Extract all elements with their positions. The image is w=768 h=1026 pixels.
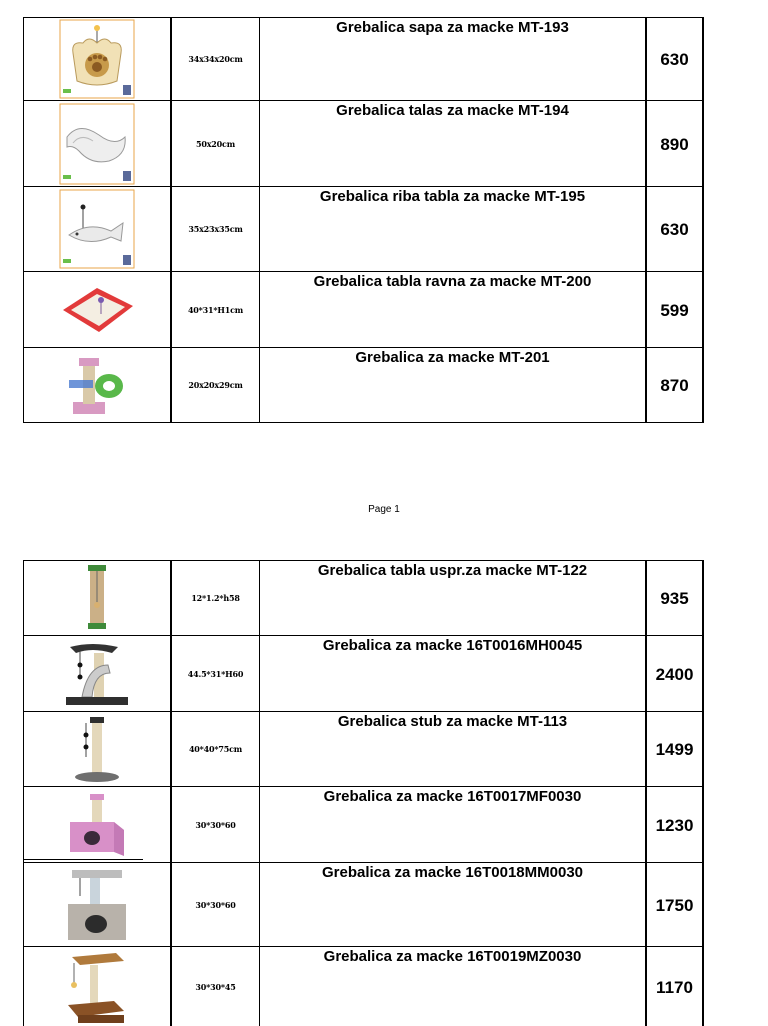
product-dimensions: 34x34x20cm — [170, 18, 259, 100]
product-price: 630 — [645, 18, 704, 100]
brown-tower-image — [62, 949, 132, 1025]
curved-scratcher-image — [62, 639, 132, 709]
product-price: 890 — [645, 101, 704, 186]
product-price: 1750 — [645, 863, 704, 946]
product-name: Grebalica sapa za macke MT-193 — [259, 18, 645, 100]
product-name: Grebalica tabla uspr.za macke MT-122 — [259, 561, 645, 635]
product-price: 1170 — [645, 947, 704, 1026]
table-row — [23, 348, 704, 423]
table-row — [23, 863, 704, 947]
wave-scratcher-image — [59, 103, 135, 185]
divider — [23, 859, 143, 860]
product-dimensions: 40*40*75cm — [170, 712, 259, 786]
table-row — [23, 187, 704, 272]
product-name: Grebalica za macke 16T0017MF0030 — [259, 787, 645, 862]
product-price: 935 — [645, 561, 704, 635]
product-name: Grebalica za macke 16T0016MH0045 — [259, 636, 645, 711]
product-name: Grebalica talas za macke MT-194 — [259, 101, 645, 186]
product-image-cell — [23, 18, 170, 100]
product-price: 1499 — [645, 712, 704, 786]
upright-board-image — [82, 563, 112, 633]
product-dimensions: 50x20cm — [170, 101, 259, 186]
table-row — [23, 272, 704, 348]
product-dimensions: 44.5*31*H60 — [170, 636, 259, 711]
table-row — [23, 787, 704, 863]
flat-board-scratcher-image — [57, 280, 137, 340]
product-image-cell — [23, 348, 170, 422]
product-image-cell — [23, 712, 170, 786]
paw-scratcher-image — [59, 19, 135, 99]
product-image-cell — [23, 863, 170, 946]
pole-scratcher-image — [72, 713, 122, 785]
product-image-cell — [23, 187, 170, 271]
product-dimensions: 30*30*60 — [170, 787, 259, 862]
pink-house-image — [62, 792, 132, 858]
product-price: 870 — [645, 348, 704, 422]
table-row — [23, 101, 704, 187]
product-name: Grebalica za macke 16T0019MZ0030 — [259, 947, 645, 1026]
product-name: Grebalica za macke 16T0018MM0030 — [259, 863, 645, 946]
table-row — [23, 560, 704, 636]
product-table-1 — [23, 17, 704, 423]
product-name: Grebalica stub za macke MT-113 — [259, 712, 645, 786]
product-image-cell — [23, 561, 170, 635]
product-price: 599 — [645, 272, 704, 347]
product-name: Grebalica riba tabla za macke MT-195 — [259, 187, 645, 271]
grey-house-image — [62, 866, 132, 944]
post-toy-scratcher-image — [65, 352, 129, 418]
product-price: 2400 — [645, 636, 704, 711]
product-price: 630 — [645, 187, 704, 271]
table-row — [23, 947, 704, 1026]
product-name: Grebalica za macke MT-201 — [259, 348, 645, 422]
product-price: 1230 — [645, 787, 704, 862]
table-row — [23, 636, 704, 712]
page-number: Page 1 — [368, 504, 400, 515]
product-dimensions: 12*1.2*h58 — [170, 561, 259, 635]
fish-scratcher-image — [59, 189, 135, 269]
product-image-cell — [23, 101, 170, 186]
product-image-cell — [23, 636, 170, 711]
product-image-cell — [23, 947, 170, 1026]
product-dimensions: 30*30*60 — [170, 863, 259, 946]
product-dimensions: 20x20x29cm — [170, 348, 259, 422]
product-table-2 — [23, 560, 704, 1026]
product-image-cell — [23, 787, 170, 862]
product-dimensions: 35x23x35cm — [170, 187, 259, 271]
table-row — [23, 17, 704, 101]
product-name: Grebalica tabla ravna za macke MT-200 — [259, 272, 645, 347]
table-row — [23, 712, 704, 787]
product-dimensions: 40*31*H1cm — [170, 272, 259, 347]
product-dimensions: 30*30*45 — [170, 947, 259, 1026]
product-image-cell — [23, 272, 170, 347]
